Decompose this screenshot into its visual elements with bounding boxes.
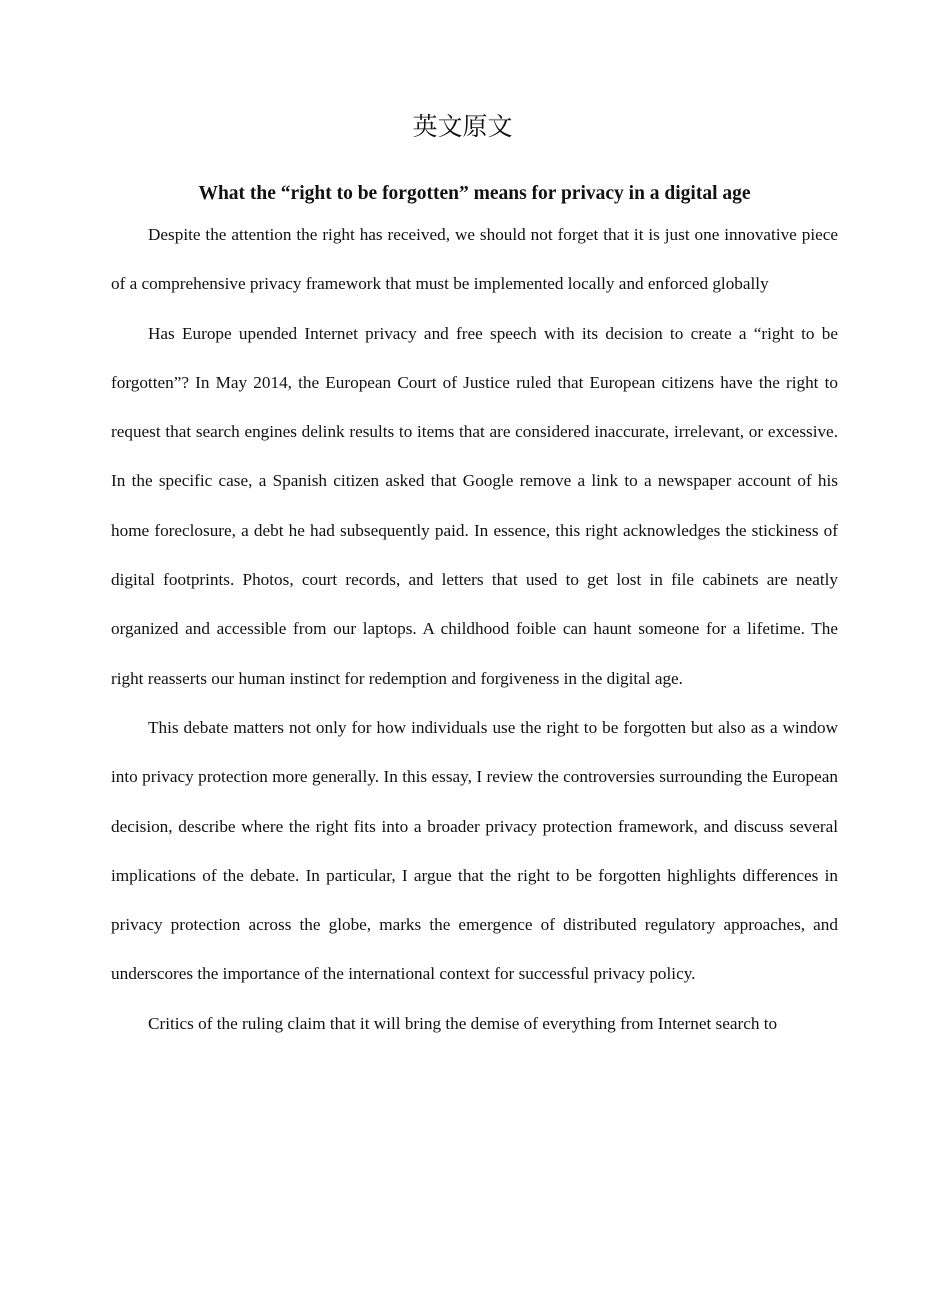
paragraph: Despite the attention the right has received, we should not forget that it is just one innovative piece of a comprehensive privacy framework that must be implemented locally and enforced globally	[111, 225, 838, 294]
page-heading: 英文原文	[412, 114, 513, 141]
article-body	[111, 210, 838, 1048]
article-title: What the “right to be forgotten” means for privacy in a digital age	[198, 183, 751, 204]
paragraph: This debate matters not only for how individuals use the right to be forgotten but also as a window into privacy protection more generally. In this essay, I review the controversies surrounding the European decision, describe where the right fits into a broader privacy protection framework, and discuss several implications of the debate. In particular, I argue that the right to be forgotten highlights differences in privacy protection across the globe, marks the emergence of distributed regulatory approaches, and underscores the importance of the international context for successful privacy policy.	[111, 717, 838, 984]
paragraph: Has Europe upended Internet privacy and free speech with its decision to create a “right to be forgotten”? In May 2014, the European Court of Justice ruled that European citizens have the right to request that search engines delink results to items that are considered inaccurate, irrelevant, or excessive. In the specific case, a Spanish citizen asked that Google remove a link to a newspaper account of his home foreclosure, a debt he had subsequently paid. In essence, this right acknowledges the stickiness of digital footprints. Photos, court records, and letters that used to get lost in file cabinets are neatly organized and accessible from our laptops. A childhood foible can haunt someone for a lifetime. The right reasserts our human instinct for redemption and forgiveness in the digital age.	[111, 323, 838, 688]
paragraph: Critics of the ruling claim that it will bring the demise of everything from Internet search to	[148, 1013, 778, 1033]
